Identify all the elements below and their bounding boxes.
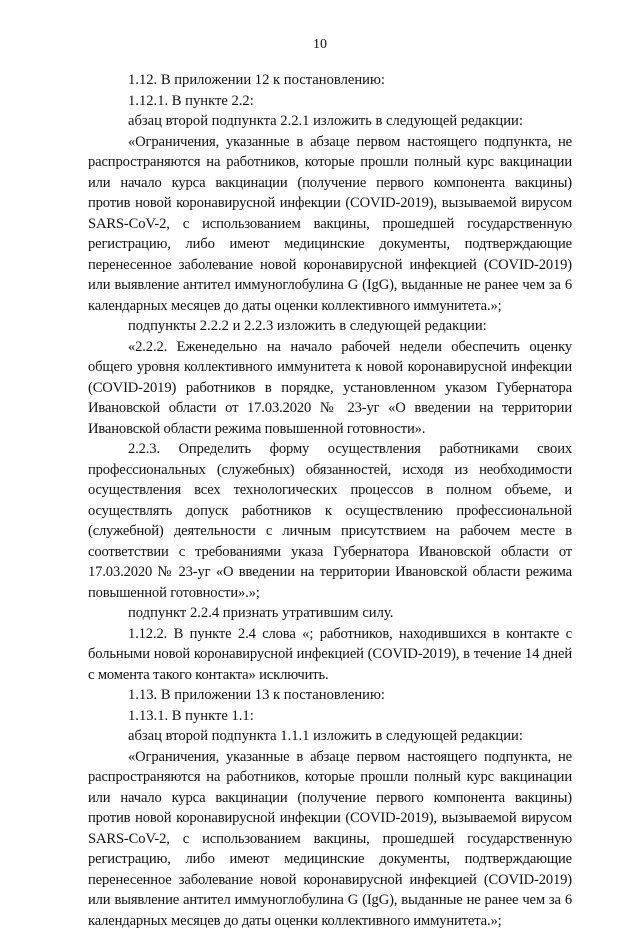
section-1-12-heading: 1.12. В приложении 12 к постановлению: [88,70,572,91]
amendment-instruction: абзац второй подпункта 1.1.1 изложить в следующей редакции: [88,726,572,747]
amendment-instruction: подпункт 2.2.4 признать утратившим силу. [88,603,572,624]
amendment-text-paragraph: «Ограничения, указанные в абзаце первом настоящего подпункта, не распространяются на работников, которые прошли полный курс вакцинации или начало курса вакцинации (получение первого компонента вакцины) против новой коронавирусной инфекции (COVID-2019), вызываемой вирусом SARS-CoV-2, с использованием вакцины, прошедшей государственную регистрацию, либо имеют медицинские документы, подтверждающие перенесенное заболевание новой коронавирусной инфекцией (COVID-2019) или выявление антител иммуноглобулина G (IgG), выданные не ранее чем за 6 календарных месяцев до даты оценки коллективного иммунитета.»; [88,747,572,931]
amendment-instruction: подпункты 2.2.2 и 2.2.3 изложить в следующей редакции: [88,316,572,337]
subsection-1-12-2-paragraph: 1.12.2. В пункте 2.4 слова «; работников, находившихся в контакте с больными новой коронавирусной инфекцией (COVID-2019), в течение 14 дней с момента такого контакта» исключить. [88,624,572,686]
subsection-1-13-1-heading: 1.13.1. В пункте 1.1: [88,706,572,727]
amendment-text-paragraph: «Ограничения, указанные в абзаце первом настоящего подпункта, не распространяются на работников, которые прошли полный курс вакцинации или начало курса вакцинации (получение первого компонента вакцины) против новой коронавирусной инфекции (COVID-2019), вызываемой вирусом SARS-CoV-2, с использованием вакцины, прошедшей государственную регистрацию, либо имеют медицинские документы, подтверждающие перенесенное заболевание новой коронавирусной инфекцией (COVID-2019) или выявление антител иммуноглобулина G (IgG), выданные не ранее чем за 6 календарных месяцев до даты оценки коллективного иммунитета.»; [88,132,572,317]
page-number: 10 [0,36,640,54]
amendment-text-paragraph: «2.2.2. Еженедельно на начало рабочей недели обеспечить оценку общего уровня коллективного иммунитета к новой коронавирусной инфекции (COVID-2019) работников в порядке, установленном указом Губернатора Ивановской области от 17.03.2020 № 23-уг «О введении на территории Ивановской области режима повышенной готовности». [88,337,572,440]
subsection-1-12-1-heading: 1.12.1. В пункте 2.2: [88,91,572,112]
amendment-instruction: абзац второй подпункта 2.2.1 изложить в следующей редакции: [88,111,572,132]
section-1-13-heading: 1.13. В приложении 13 к постановлению: [88,685,572,706]
amendment-text-paragraph: 2.2.3. Определить форму осуществления работниками своих профессиональных (служебных) обязанностей, исходя из необходимости осуществления всех технологических процессов в полном объеме, и осуществлять допуск работников к осуществлению профессиональной (служебной) деятельности с личным присутствием на рабочем месте в соответствии с требованиями указа Губернатора Ивановской области от 17.03.2020 № 23-уг «О введении на территории Ивановской области режима повышенной готовности».»; [88,439,572,603]
document-body [88,70,572,931]
